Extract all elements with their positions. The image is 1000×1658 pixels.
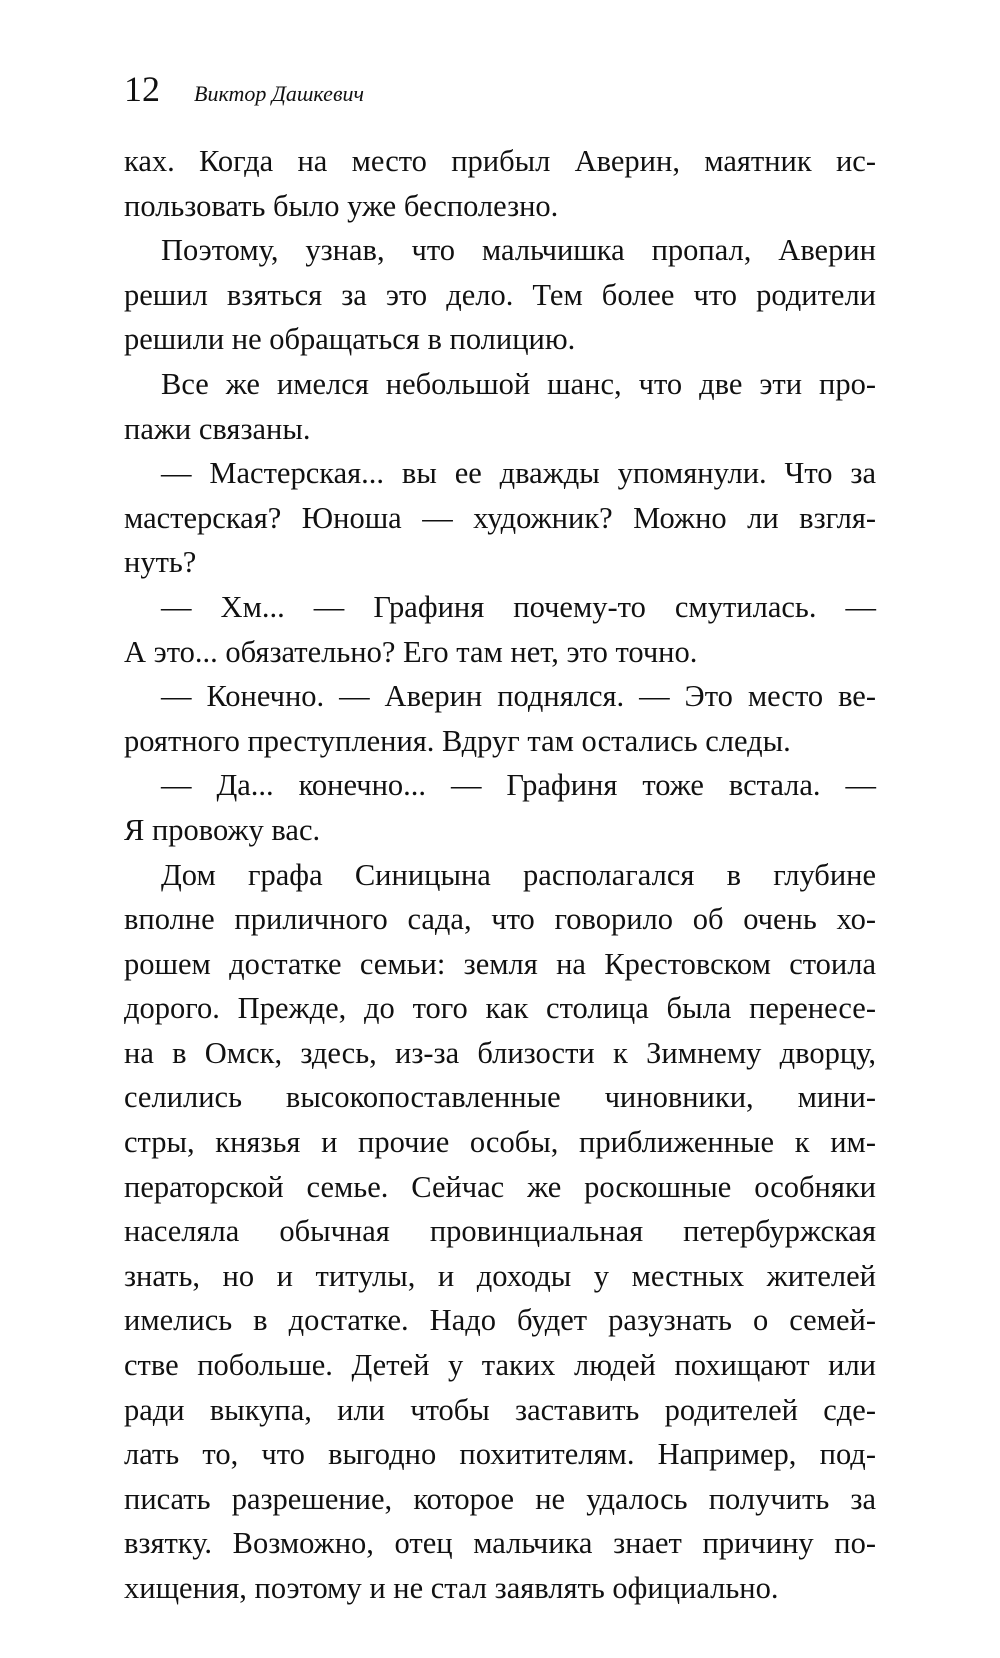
text-line: — Да... конечно... — Графиня тоже встала. — [161,768,876,803]
text-line: дорого. Прежде, до того как столица была перенесе- [124,991,876,1026]
text-line: населяла обычная провинциальная петербуржская [124,1214,876,1249]
text-line: роятного преступления. Вдруг там остались следы. [124,723,791,758]
text-line: — Хм... — Графиня почему-то смутилась. — [161,589,876,624]
text-line: — Мастерская... вы ее дважды упомянули. Что за [161,456,876,491]
text-line: ках. Когда на место прибыл Аверин, маятник ис- [124,144,876,178]
text-line: Поэтому, узнав, что мальчишка пропал, Аверин [161,233,876,268]
text-line: хищения, поэтому и не стал заявлять официально. [124,1571,779,1605]
text-line: Я провожу вас. [124,812,321,847]
text-line: ради выкупа, или чтобы заставить родителей сде- [124,1392,876,1427]
text-line: — Конечно. — Аверин поднялся. — Это место ве- [161,679,876,714]
text-line: знать, но и титулы, и доходы у местных жителей [124,1258,876,1293]
text-line: нуть? [124,545,197,580]
text-line: решил взяться за это дело. Тем более что родители [124,277,876,312]
text-line: имелись в достатке. Надо будет разузнать о семей- [124,1303,876,1338]
text-line: стве побольше. Детей у таких людей похищают или [124,1348,876,1383]
text-line: вполне приличного сада, что говорило об очень хо- [124,902,876,937]
text-line: Все же имелся небольшой шанс, что две эти про- [161,366,876,401]
text-line: пажи связаны. [124,411,311,446]
text-line: Дом графа Синицына располагался в глубине [161,857,876,892]
text-line: лать то, что выгодно похитителям. Например, под- [124,1437,876,1472]
page-header [124,64,364,114]
body-text [124,139,876,1611]
page-number: 12 [124,69,160,109]
text-line: стры, князья и прочие особы, приближенные к им- [124,1125,876,1160]
text-line: решили не обращаться в полицию. [124,322,576,357]
text-line: А это... обязательно? Его там нет, это точно. [124,634,698,669]
text-line: на в Омск, здесь, из-за близости к Зимнему дворцу, [124,1035,876,1070]
text-line: рошем достатке семьи: земля на Крестовском стоила [124,946,876,981]
text-line: пользовать было уже бесполезно. [124,188,559,223]
text-line: писать разрешение, которое не удалось получить за [124,1481,876,1516]
text-line: ператорской семье. Сейчас же роскошные особняки [124,1169,876,1204]
text-line: селились высокопоставленные чиновники, мини- [124,1080,876,1115]
running-head-author: Виктор Дашкевич [194,81,364,106]
text-line: взятку. Возможно, отец мальчика знает причину по- [124,1526,876,1561]
text-line: мастерская? Юноша — художник? Можно ли взгля- [124,500,876,535]
